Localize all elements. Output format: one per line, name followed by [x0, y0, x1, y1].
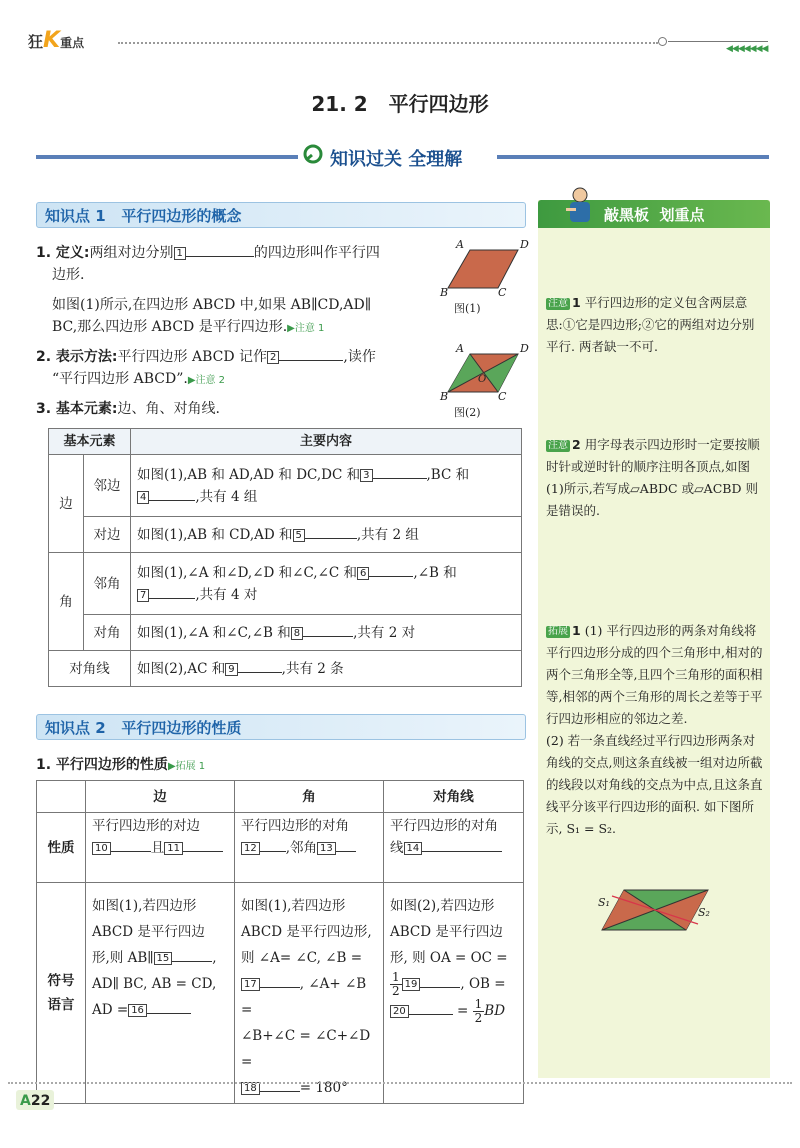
blank-2-num: 2: [267, 351, 279, 364]
blank-19[interactable]: [420, 987, 460, 988]
ext1-num: 1: [572, 623, 581, 638]
kp1-item1-text-b: 的四边形叫作平行四: [253, 245, 380, 261]
side-sym-e: AD =: [92, 1002, 129, 1018]
blank-7[interactable]: [149, 598, 195, 599]
table2-row-prop: 性质: [37, 813, 86, 883]
fig-s2: S₂: [698, 906, 710, 919]
blank-15[interactable]: [172, 961, 212, 962]
kp1-item1-text-c: 边形.: [52, 267, 85, 283]
blank-14[interactable]: [422, 851, 502, 852]
kp1-title: 知识点 1 平行四边形的概念: [45, 207, 242, 225]
blank-11[interactable]: [183, 851, 223, 852]
adj-side-text-a: 如图(1),AB 和 AD,AD 和 DC,DC 和: [137, 466, 361, 483]
symbol-head-b: 语言: [47, 997, 75, 1013]
ext1-tag: 拓展: [548, 626, 568, 637]
ext1-ref[interactable]: ▶拓展 1: [167, 761, 206, 772]
kp1-item2-text: 平行四边形 ABCD 记作: [117, 349, 268, 365]
fig1-label-a: A: [456, 238, 464, 251]
properties-table: [36, 780, 524, 1104]
sidebar-ext1: [546, 620, 764, 840]
frac2-num: 1: [474, 997, 483, 1011]
blank-16-num: 16: [128, 1004, 147, 1017]
note2-ref[interactable]: ▶注意 2: [187, 375, 226, 386]
table1-row-diag: 对角线: [49, 651, 131, 687]
frac1-den: 2: [392, 984, 400, 998]
blank-11-num: 11: [164, 842, 183, 855]
blank-2[interactable]: [279, 360, 343, 361]
side-sym-c: 形,则 AB∥: [92, 950, 154, 966]
blank-6-num: 6: [357, 567, 369, 580]
table1-cell-opp-side: [131, 517, 522, 553]
table1-cell-opp-angle: [131, 615, 522, 651]
blank-20-num: 20: [390, 1005, 409, 1018]
blank-1[interactable]: [186, 256, 254, 257]
fig-s1: S₁: [598, 896, 610, 909]
fraction-half-1: [390, 971, 402, 998]
opp-side-text-b: ,共有 2 组: [356, 526, 419, 543]
table2-diag-symbol: [384, 883, 524, 1104]
figure-1: [440, 240, 530, 320]
blank-15-num: 15: [154, 952, 173, 965]
blank-9-num: 9: [225, 663, 237, 676]
blank-20[interactable]: [409, 1014, 453, 1015]
diag-prop-text-b: 线: [390, 840, 404, 856]
note2-text: 用字母表示四边形时一定要按顺时针或逆时针的顺序注明各顶点,如图(1)所示,若写成▱ABDC 或▱ACBD 则是错误的.: [546, 437, 760, 518]
angle-prop-text-b: ,邻角: [285, 840, 318, 856]
diag-sym-c: 形, 则 OA = OC =: [390, 950, 508, 966]
blank-3[interactable]: [373, 478, 427, 479]
diag-text-b: ,共有 2 条: [281, 660, 344, 677]
blank-14-num: 14: [404, 842, 423, 855]
section-title: 21. 2 平行四边形: [311, 92, 489, 116]
adj-angle-text-a: 如图(1),∠A 和∠D,∠D 和∠C,∠C 和: [137, 564, 358, 581]
kp1-item3-text: 边、角、对角线.: [117, 401, 220, 417]
table2-side-symbol: 如图(1),若四边形 ABCD 是平行四边 形,则 AB∥ 15 , AD∥ BC, AB = CD, AD = 16: [86, 883, 235, 1104]
diag-sym-a: 如图(2),若四边形: [390, 898, 495, 914]
header-dotted-line: [118, 42, 658, 44]
figure-2: [440, 344, 530, 424]
table1-row-adj-side: 邻边: [84, 455, 131, 517]
sidebar-figure: [594, 882, 724, 942]
symbol-head-a: 符号: [47, 973, 75, 989]
blank-10-num: 10: [92, 842, 111, 855]
header-arrows-icon: ◀◀◀◀◀◀◀: [726, 44, 768, 54]
kp1-item1-text-e: BC,那么四边形 ABCD 是平行四边形.: [52, 319, 288, 335]
table1-row-opp-side: 对边: [84, 517, 131, 553]
fig1-caption: 图(1): [454, 302, 481, 315]
ext1-text-b: (2) 若一条直线经过平行四边形两条对角线的交点,则这条直线被一组对边所截的线段以对角线的交点为中点,且这条直线平分该平行四边形的面积. 如下图所示, S₁ = S₂.: [546, 733, 763, 836]
fig2-label-d: D: [520, 342, 529, 355]
side-sym-d: AD∥ BC, AB = CD,: [92, 976, 217, 992]
logo-text-k: K: [43, 28, 61, 53]
table1-row-adj-angle: 邻角: [84, 553, 131, 615]
table2-col-side: 边: [86, 781, 235, 813]
ext1-text-a: (1) 平行四边形的两条对角线将平行四边形分成的四个三角形中,相对的两个三角形全等,且四个三角形的面积相等,相邻的两个三角形的周长之差等于平行四边形相应的邻边之差.: [546, 623, 763, 726]
logo-text-b: 重点: [60, 36, 85, 50]
kp1-title-bar: [36, 202, 526, 228]
table2-angle-prop: [235, 813, 384, 883]
diag-text-a: 如图(2),AC 和: [137, 660, 226, 677]
blank-17-num: 17: [241, 978, 260, 991]
footer-dotted-line: [8, 1082, 792, 1084]
fig2-label-a: A: [456, 342, 464, 355]
note2-num: 2: [572, 437, 581, 452]
adj-side-text-c: ,共有 4 组: [195, 488, 258, 505]
blank-18[interactable]: [260, 1091, 300, 1092]
blank-18-num: 18: [241, 1082, 260, 1095]
note1-text: 平行四边形的定义包含两层意思:①它是四边形;②它的两组对边分别平行. 两者缺一不可.: [546, 295, 755, 354]
header-solid-line: [668, 41, 768, 42]
diag-sym-f: BD: [484, 1003, 506, 1019]
table2-angle-symbol: [235, 883, 384, 1104]
adj-angle-text-b: ,∠B 和: [413, 564, 457, 581]
table1-cell-adj-side: [131, 455, 522, 517]
blank-17[interactable]: [260, 987, 300, 988]
angle-sym-a: 如图(1),若四边形: [241, 898, 346, 914]
angle-sym-f: = 180°: [299, 1080, 348, 1096]
header-logo: [28, 28, 84, 53]
kp1-item1-text-d: 如图(1)所示,在四边形 ABCD 中,如果 AB∥CD,AD∥: [52, 297, 372, 313]
side-sym-b: ABCD 是平行四边: [92, 924, 205, 940]
blank-4[interactable]: [149, 500, 195, 501]
table1-head-left: 基本元素: [49, 429, 131, 455]
diag-prop-text-a: 平行四边形的对角: [390, 818, 498, 834]
kp1-item3-label: 3. 基本元素:: [36, 401, 118, 417]
frac1-num: 1: [392, 970, 400, 984]
table2-diag-prop: [384, 813, 524, 883]
kp1-item2-label: 2. 表示方法:: [36, 349, 118, 365]
page-number: 22: [30, 1093, 51, 1109]
page-a-icon: A: [20, 1093, 31, 1109]
kp1-item1-label: 1. 定义:: [36, 245, 90, 261]
side-prop-text-a: 平行四边形的对边: [92, 818, 200, 834]
kp1-item2-text-c: “平行四边形 ABCD”.: [52, 371, 188, 387]
sidebar-note2: [546, 434, 764, 522]
table2-row-symbol: [37, 883, 86, 1104]
fig1-label-d: D: [520, 238, 529, 251]
blank-4-num: 4: [137, 491, 149, 504]
fraction-half-2: [473, 998, 485, 1025]
blank-9[interactable]: [238, 672, 282, 673]
teacher-icon: [564, 186, 596, 226]
note1-tag: 注意: [548, 298, 568, 309]
kp1-item2-text-b: ,读作: [343, 349, 376, 365]
angle-sym-b: ABCD 是平行四边形,: [241, 924, 372, 940]
fig1-label-b: B: [440, 286, 449, 299]
fig2-label-b: B: [440, 390, 449, 403]
angle-sym-d: , ∠A+ ∠B =: [241, 976, 367, 1018]
diag-sym-b: ABCD 是平行四边: [390, 924, 503, 940]
logo-text-a: 狂: [28, 33, 44, 51]
kp2-title-bar: [36, 714, 526, 740]
kp1-item3: [36, 398, 220, 420]
blank-12-num: 12: [241, 842, 260, 855]
table2-corner: [37, 781, 86, 813]
opp-angle-text-b: ,共有 2 对: [353, 624, 416, 641]
banner-title: 知识过关 全理解: [330, 149, 463, 170]
diag-sym-d: , OB =: [460, 976, 506, 992]
adj-side-text-b: ,BC 和: [426, 466, 470, 483]
banner-line-left: [36, 155, 298, 159]
kp1-item1-example: [52, 294, 432, 340]
side-sym-a: 如图(1),若四边形: [92, 898, 197, 914]
fig1-label-c: C: [498, 286, 507, 299]
blank-8-num: 8: [291, 627, 303, 640]
fig2-label-o: O: [478, 374, 487, 385]
note1-ref[interactable]: ▶注意 1: [287, 323, 325, 334]
fig2-label-c: C: [498, 390, 507, 403]
header-circle-icon: [658, 37, 667, 46]
sidebar-note1: [546, 292, 764, 358]
opp-side-text-a: 如图(1),AB 和 CD,AD 和: [137, 526, 293, 543]
blank-19-num: 19: [402, 978, 421, 991]
blank-7-num: 7: [137, 589, 149, 602]
adj-angle-text-c: ,共有 4 对: [195, 586, 258, 603]
blank-16[interactable]: [147, 1013, 191, 1014]
fig2-caption: 图(2): [454, 406, 481, 419]
table1-cell-diag: [131, 651, 522, 687]
side-prop-text-b: 且: [150, 840, 165, 856]
note1-num: 1: [572, 295, 581, 310]
table1-head-right: 主要内容: [131, 429, 522, 455]
blank-5[interactable]: [305, 538, 357, 539]
table2-col-angle: 角: [235, 781, 384, 813]
angle-prop-text-a: 平行四边形的对角: [241, 818, 349, 834]
diag-sym-e: =: [457, 1003, 469, 1019]
opp-angle-text-a: 如图(1),∠A 和∠C,∠B 和: [137, 624, 291, 641]
banner-refresh-icon: [302, 143, 324, 165]
table2-col-diag: 对角线: [384, 781, 524, 813]
basic-elements-table: [48, 428, 522, 687]
blank-13-num: 13: [317, 842, 336, 855]
page-number-badge: [16, 1090, 54, 1110]
blank-6[interactable]: [369, 576, 413, 577]
table1-group-side: 边: [49, 455, 84, 553]
blank-5-num: 5: [293, 529, 305, 542]
angle-sym-e: ∠B+∠C = ∠C+∠D =: [241, 1028, 371, 1070]
table1-group-angle: 角: [49, 553, 84, 651]
blank-13[interactable]: [336, 851, 356, 852]
frac2-den: 2: [474, 1011, 483, 1025]
blank-12[interactable]: [260, 851, 286, 852]
table2-side-prop: [86, 813, 235, 883]
kp2-item1-label: 1. 平行四边形的性质: [36, 757, 168, 773]
blank-1-num: 1: [174, 247, 186, 260]
kp2-item1: [36, 754, 205, 778]
kp2-title: 知识点 2 平行四边形的性质: [45, 719, 242, 737]
sidebar-title: 敲黑板 划重点: [604, 206, 705, 224]
banner-line-right: [497, 155, 769, 159]
note2-tag: 注意: [548, 440, 568, 451]
kp1-item1-text: 两组对边分别: [89, 245, 174, 261]
blank-3-num: 3: [360, 469, 372, 482]
blank-10[interactable]: [111, 851, 151, 852]
kp1-item2: [36, 346, 436, 392]
table1-row-opp-angle: 对角: [84, 615, 131, 651]
kp1-item1: [36, 242, 436, 286]
table1-cell-adj-angle: [131, 553, 522, 615]
angle-sym-c: 则 ∠A= ∠C, ∠B =: [241, 950, 363, 966]
blank-8[interactable]: [303, 636, 353, 637]
